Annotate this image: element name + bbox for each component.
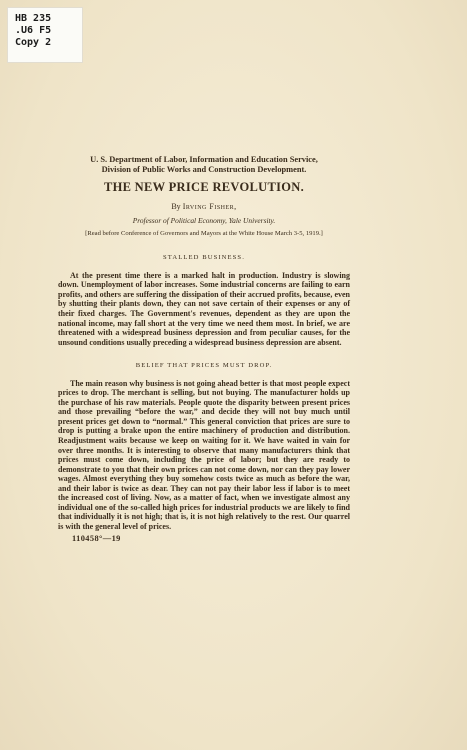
document-title: THE NEW PRICE REVOLUTION. — [103, 179, 305, 194]
library-call-number-label — [7, 7, 83, 63]
call-number-line-3: Copy 2 — [15, 37, 52, 48]
author-role: Professor of Political Economy, Yale University. — [132, 215, 276, 225]
section-paragraph-stalled-business: At the present time there is a marked halt in production. Industry is slowing down. Unemployment of labor increases. Some industrial concerns are failing to earn profits, and others are suffering the dissipation of their accrued profits, because, even by shutting their plants down, they can not save certain of their expenses or any of their fixed charges. The Government's revenues, dependent as they are upon the national income, may fall short at the very time we need them most. In brief, we are threatened with a widespread business depression and from peculiar causes, for the unsound conditions usually preceding a widespread business depression are absent. — [58, 270, 350, 347]
agency-line-2: Division of Public Works and Construction Development. — [101, 164, 307, 174]
section-paragraph-prices-must-drop: The main reason why business is not going ahead better is that most people expect prices to drop. The merchant is selling, but not buying. The manufacturer holds up the purchase of his raw materials. People quote the disparity between present prices and those prevailing “before the war,” and decide they will not buy much until present prices get down to “normal.” This general conviction that prices are sure to drop is putting a brake upon the entire machinery of production and distribution. Readjustment waits because we keep on waiting for it. We have waited in vain for over three months. It is interesting to observe that many manufacturers think that prices must come down, including the price of labor; but they are ready to demonstrate to you that their own prices can not come down, nor can they pay lower wages. Almost everything they buy somehow costs twice as much as before the war, and their labor is twice as dear. They can not pay their labor less if labor is to meet the increased cost of living. Now, as a matter of fact, when we investigate almost any individual one of the so-called high prices for industrial products we are likely to find that individually it is not high; that is, it is not high relatively to the rest. Our quarrel is with the general level of prices. — [58, 378, 350, 531]
author-name: Irving Fisher, — [182, 202, 237, 212]
print-code: 110458°—19 — [72, 534, 121, 544]
agency-line-1: U. S. Department of Labor, Information and Education Service, — [90, 155, 318, 164]
call-number-line-1: HB 235 — [15, 13, 52, 24]
author-line — [58, 202, 350, 212]
read-note: [Read before Conference of Governors and Mayors at the White House March 3-5, 1919.] — [85, 230, 323, 238]
section-heading-stalled-business: STALLED BUSINESS. — [163, 254, 245, 262]
call-number-line-2: .U6 F5 — [15, 25, 52, 36]
section-heading-prices-must-drop: BELIEF THAT PRICES MUST DROP. — [135, 362, 273, 370]
document-body — [58, 155, 350, 544]
author-by: By — [171, 202, 183, 212]
